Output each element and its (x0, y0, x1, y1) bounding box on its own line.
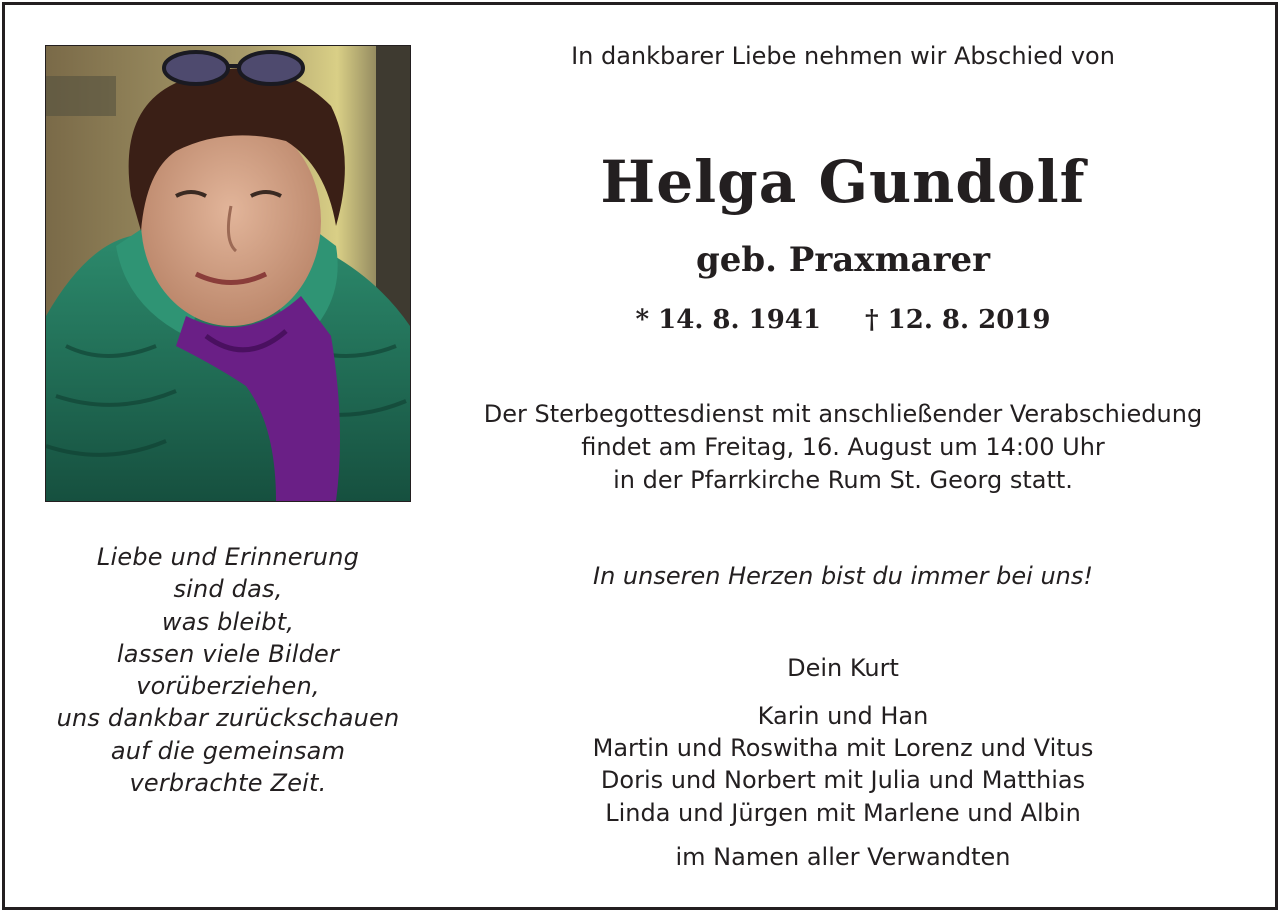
poem-line: verbrachte Zeit. (129, 769, 327, 798)
service-notice (448, 398, 1238, 497)
family-line: Martin und Roswitha mit Lorenz und Vitus (592, 734, 1094, 763)
life-dates (448, 302, 1238, 338)
family-footer: im Namen aller Verwandten (675, 843, 1011, 871)
family-line: Doris und Norbert mit Julia und Matthias (600, 766, 1086, 795)
maiden-name: geb. Praxmarer (695, 240, 991, 280)
birth-date: * 14. 8. 1941 (635, 305, 821, 335)
motto: In unseren Herzen bist du immer bei uns! (592, 562, 1093, 590)
poem-line: lassen viele Bilder (116, 639, 340, 668)
service-line: in der Pfarrkirche Rum St. Georg statt. (613, 466, 1073, 494)
memorial-poem (40, 541, 416, 799)
deceased-name: Helga Gundolf (600, 148, 1086, 216)
poem-line: vorüberziehen, (136, 672, 320, 701)
family-list (448, 700, 1238, 829)
poem-line: uns dankbar zurückschauen (56, 704, 400, 733)
service-line: Der Sterbegottesdienst mit anschließender Verabschiedung (483, 400, 1203, 428)
portrait-illustration (46, 46, 410, 501)
poem-line: was bleibt, (161, 607, 295, 636)
poem-line: Liebe und Erinnerung (96, 543, 360, 571)
portrait-photo (45, 45, 411, 502)
family-line: Karin und Han (757, 702, 929, 730)
death-date: † 12. 8. 2019 (865, 305, 1051, 335)
signature-closer: Dein Kurt (787, 654, 899, 682)
poem-line: auf die gemeinsam (110, 736, 346, 765)
service-line: findet am Freitag, 16. August um 14:00 Uhr (581, 433, 1105, 461)
poem-line: sind das, (173, 575, 283, 604)
family-line: Linda und Jürgen mit Marlene und Albin (605, 798, 1081, 827)
intro-text: In dankbarer Liebe nehmen wir Abschied von (571, 42, 1115, 70)
